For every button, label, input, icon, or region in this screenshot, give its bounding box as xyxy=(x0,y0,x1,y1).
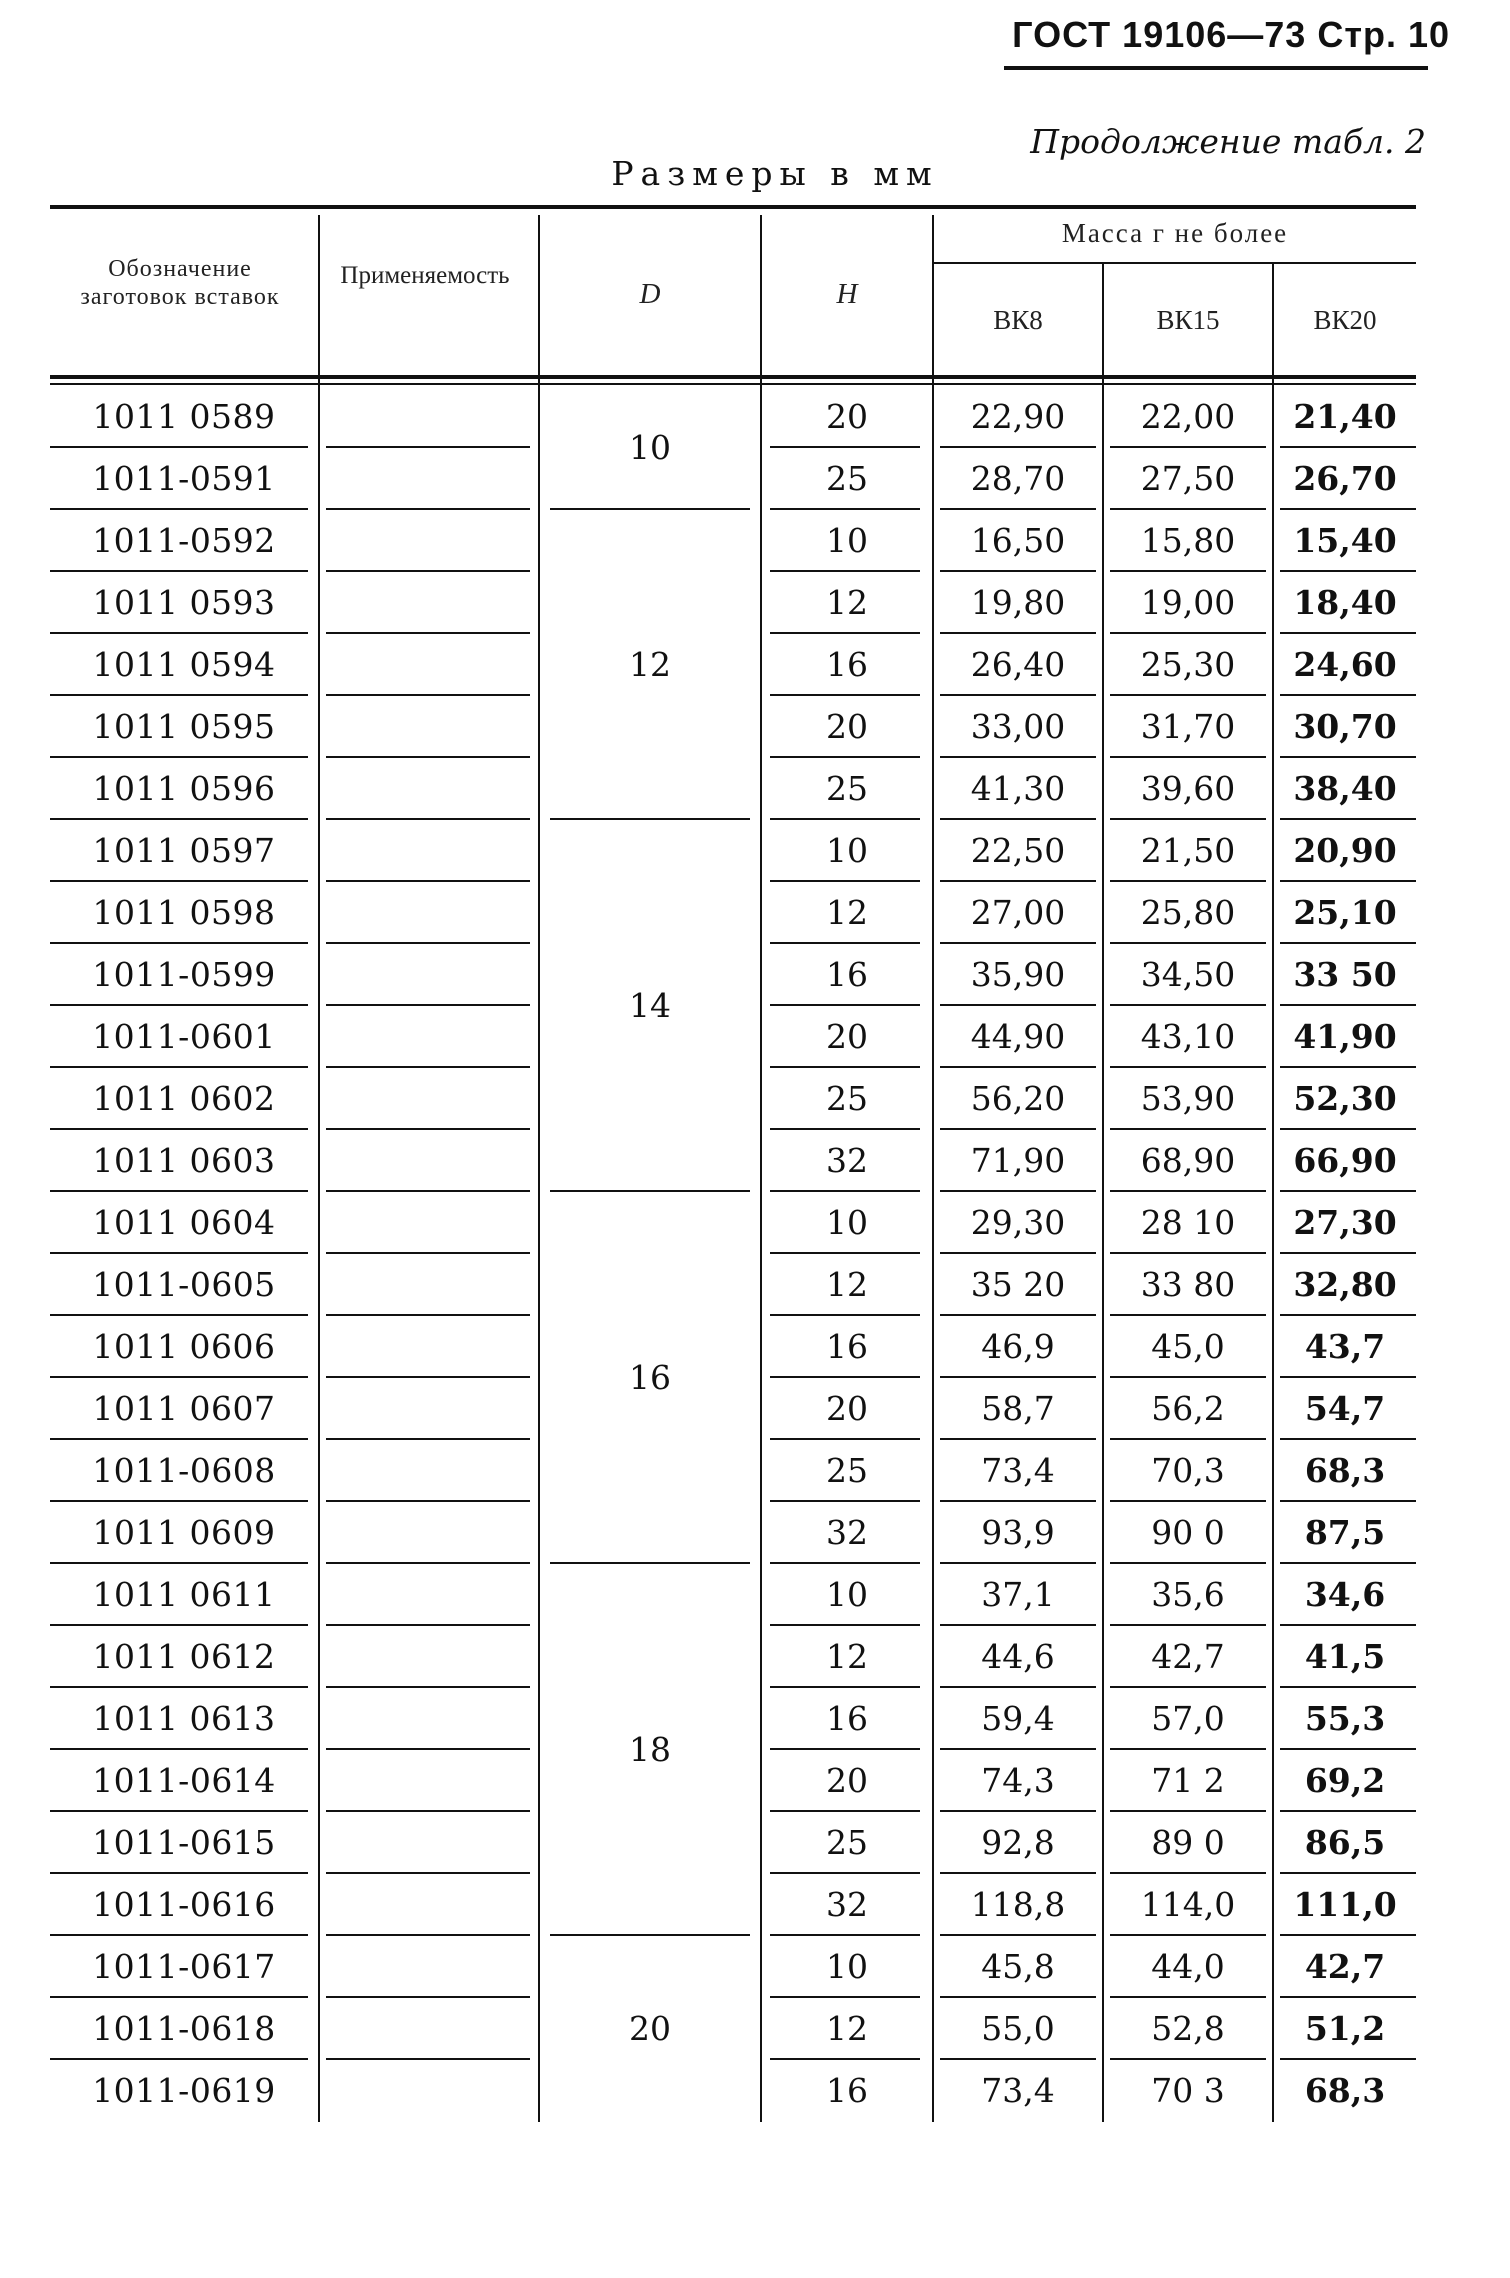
designation-cell: 1011-0591 xyxy=(92,459,276,498)
header-bottom-rule xyxy=(50,375,1416,379)
h-cell: 20 xyxy=(826,1017,868,1056)
designation-cell: 1011 0612 xyxy=(92,1637,276,1676)
h-cell: 10 xyxy=(826,1947,868,1986)
row-rule xyxy=(326,1376,530,1378)
designation-cell: 1011-0615 xyxy=(92,1823,276,1862)
mass-vk15-cell: 53,90 xyxy=(1140,1079,1236,1118)
mass-vk8-cell: 19,80 xyxy=(970,583,1066,622)
mass-vk15-cell: 90 0 xyxy=(1151,1513,1225,1552)
h-cell: 32 xyxy=(826,1141,868,1180)
d-group-cell: 18 xyxy=(629,1730,671,1769)
mass-vk15-cell: 33 80 xyxy=(1140,1265,1236,1304)
row-rule xyxy=(326,942,530,944)
designation-cell: 1011 0609 xyxy=(92,1513,276,1552)
h-cell: 12 xyxy=(826,1637,868,1676)
mass-vk20-cell: 24,60 xyxy=(1293,645,1397,684)
mass-vk20-cell: 111,0 xyxy=(1293,1885,1397,1924)
mass-vk20-cell: 87,5 xyxy=(1304,1513,1386,1552)
row-rule xyxy=(326,1500,530,1502)
mass-vk20-cell: 15,40 xyxy=(1293,521,1397,560)
mass-vk15-cell: 28 10 xyxy=(1140,1203,1236,1242)
mass-vk15-cell: 71 2 xyxy=(1151,1761,1225,1800)
mass-vk15-cell: 68,90 xyxy=(1140,1141,1236,1180)
designation-cell: 1011 0613 xyxy=(92,1699,276,1738)
row-rule xyxy=(326,1686,530,1688)
mass-vk8-cell: 41,30 xyxy=(970,769,1066,808)
mass-vk8-cell: 44,90 xyxy=(970,1017,1066,1056)
mass-vk8-cell: 73,4 xyxy=(981,1451,1055,1490)
designation-cell: 1011 0611 xyxy=(92,1575,276,1614)
mass-vk8-cell: 45,8 xyxy=(981,1947,1055,1986)
designation-cell: 1011 0589 xyxy=(92,397,276,436)
mass-vk20-cell: 66,90 xyxy=(1293,1141,1397,1180)
page-header: ГОСТ 19106—73 Стр. 10 xyxy=(1012,14,1450,55)
h-cell: 25 xyxy=(826,459,868,498)
h-cell: 20 xyxy=(826,1761,868,1800)
col-header-vk20: ВК20 xyxy=(1313,305,1377,335)
mass-vk8-cell: 16,50 xyxy=(970,521,1066,560)
table-continuation-note: Продолжение табл. 2 xyxy=(1030,122,1426,161)
mass-vk20-cell: 69,2 xyxy=(1304,1761,1386,1800)
row-rule xyxy=(326,2058,530,2060)
d-group-cell: 10 xyxy=(629,428,671,467)
units-caption: Размеры в мм xyxy=(611,154,939,193)
col-header-designation: Обозначение заготовок вставок xyxy=(80,256,280,310)
h-cell: 16 xyxy=(826,645,868,684)
mass-vk15-cell: 39,60 xyxy=(1140,769,1236,808)
h-cell: 25 xyxy=(826,769,868,808)
mass-vk15-cell: 42,7 xyxy=(1151,1637,1225,1676)
col-header-vk8: ВК8 xyxy=(993,305,1043,335)
column-divider xyxy=(318,215,320,2122)
h-cell: 12 xyxy=(826,2009,868,2048)
mass-vk8-cell: 28,70 xyxy=(970,459,1066,498)
mass-vk8-cell: 35,90 xyxy=(970,955,1066,994)
mass-vk8-cell: 58,7 xyxy=(981,1389,1055,1428)
designation-cell: 1011-0608 xyxy=(92,1451,276,1490)
mass-vk8-cell: 118,8 xyxy=(970,1885,1066,1924)
col-header-vk15: ВК15 xyxy=(1156,305,1220,335)
mass-vk20-cell: 41,90 xyxy=(1293,1017,1397,1056)
row-rule xyxy=(326,694,530,696)
h-cell: 25 xyxy=(826,1823,868,1862)
mass-vk8-cell: 92,8 xyxy=(981,1823,1055,1862)
designation-cell: 1011-0599 xyxy=(92,955,276,994)
mass-vk20-cell: 30,70 xyxy=(1293,707,1397,746)
h-cell: 25 xyxy=(826,1451,868,1490)
row-rule xyxy=(326,1624,530,1626)
row-rule xyxy=(326,632,530,634)
row-rule xyxy=(326,570,530,572)
h-cell: 10 xyxy=(826,1203,868,1242)
designation-cell: 1011-0601 xyxy=(92,1017,276,1056)
mass-vk20-cell: 34,6 xyxy=(1304,1575,1386,1614)
h-cell: 10 xyxy=(826,1575,868,1614)
mass-vk15-cell: 43,10 xyxy=(1140,1017,1236,1056)
mass-vk8-cell: 37,1 xyxy=(981,1575,1055,1614)
mass-vk8-cell: 22,50 xyxy=(970,831,1066,870)
mass-vk20-cell: 68,3 xyxy=(1304,2071,1386,2110)
row-rule xyxy=(326,1004,530,1006)
mass-vk20-cell: 41,5 xyxy=(1304,1637,1386,1676)
mass-vk8-cell: 29,30 xyxy=(970,1203,1066,1242)
row-rule xyxy=(326,1934,530,1936)
designation-cell: 1011-0614 xyxy=(92,1761,276,1800)
row-rule xyxy=(326,1314,530,1316)
mass-vk8-cell: 26,40 xyxy=(970,645,1066,684)
header-bottom-rule-2 xyxy=(50,383,1416,385)
mass-vk15-cell: 114,0 xyxy=(1140,1885,1236,1924)
designation-cell: 1011 0602 xyxy=(92,1079,276,1118)
designation-cell: 1011-0618 xyxy=(92,2009,276,2048)
table-top-rule xyxy=(50,205,1416,209)
designation-cell: 1011 0607 xyxy=(92,1389,276,1428)
mass-vk20-cell: 20,90 xyxy=(1293,831,1397,870)
designation-cell: 1011 0595 xyxy=(92,707,276,746)
h-cell: 32 xyxy=(826,1885,868,1924)
designation-cell: 1011 0597 xyxy=(92,831,276,870)
row-rule xyxy=(326,1996,530,1998)
mass-vk15-cell: 52,8 xyxy=(1151,2009,1225,2048)
h-cell: 25 xyxy=(826,1079,868,1118)
mass-vk20-cell: 86,5 xyxy=(1304,1823,1386,1862)
mass-vk15-cell: 70 3 xyxy=(1151,2071,1225,2110)
mass-vk20-cell: 18,40 xyxy=(1293,583,1397,622)
h-cell: 16 xyxy=(826,1327,868,1366)
row-rule xyxy=(326,818,530,820)
row-rule xyxy=(326,446,530,448)
mass-vk20-cell: 38,40 xyxy=(1293,769,1397,808)
row-rule xyxy=(326,1748,530,1750)
mass-vk8-cell: 22,90 xyxy=(970,397,1066,436)
mass-vk8-cell: 74,3 xyxy=(981,1761,1055,1800)
row-rule xyxy=(326,1190,530,1192)
mass-vk20-cell: 54,7 xyxy=(1304,1389,1386,1428)
mass-vk15-cell: 15,80 xyxy=(1140,521,1236,560)
mass-vk20-cell: 27,30 xyxy=(1293,1203,1397,1242)
col-header-mass-group: Масса г не более xyxy=(1061,218,1289,248)
designation-cell: 1011-0619 xyxy=(92,2071,276,2110)
mass-vk20-cell: 25,10 xyxy=(1293,893,1397,932)
mass-vk8-cell: 73,4 xyxy=(981,2071,1055,2110)
mass-vk15-cell: 21,50 xyxy=(1140,831,1236,870)
designation-cell: 1011-0592 xyxy=(92,521,276,560)
row-rule xyxy=(326,756,530,758)
mass-vk20-cell: 21,40 xyxy=(1293,397,1397,436)
designation-cell: 1011 0594 xyxy=(92,645,276,684)
mass-vk15-cell: 25,80 xyxy=(1140,893,1236,932)
designation-cell: 1011 0606 xyxy=(92,1327,276,1366)
mass-vk15-cell: 44,0 xyxy=(1151,1947,1225,1986)
mass-vk8-cell: 35 20 xyxy=(970,1265,1066,1304)
mass-vk20-cell: 51,2 xyxy=(1304,2009,1386,2048)
mass-vk20-cell: 26,70 xyxy=(1293,459,1397,498)
designation-cell: 1011-0617 xyxy=(92,1947,276,1986)
row-rule xyxy=(326,1562,530,1564)
designation-cell: 1011 0604 xyxy=(92,1203,276,1242)
mass-vk20-cell: 32,80 xyxy=(1293,1265,1397,1304)
row-rule xyxy=(326,1252,530,1254)
mass-vk15-cell: 27,50 xyxy=(1140,459,1236,498)
h-cell: 10 xyxy=(826,831,868,870)
mass-vk8-cell: 46,9 xyxy=(981,1327,1055,1366)
row-rule xyxy=(326,880,530,882)
mass-vk15-cell: 31,70 xyxy=(1140,707,1236,746)
mass-vk8-cell: 59,4 xyxy=(981,1699,1055,1738)
row-rule xyxy=(326,508,530,510)
mass-vk8-cell: 27,00 xyxy=(970,893,1066,932)
designation-cell: 1011 0596 xyxy=(92,769,276,808)
mass-vk15-cell: 70,3 xyxy=(1151,1451,1225,1490)
mass-vk15-cell: 56,2 xyxy=(1151,1389,1225,1428)
h-cell: 16 xyxy=(826,955,868,994)
h-cell: 20 xyxy=(826,397,868,436)
mass-subheader-rule xyxy=(934,262,1416,264)
mass-vk8-cell: 55,0 xyxy=(981,2009,1055,2048)
mass-vk20-cell: 43,7 xyxy=(1304,1327,1386,1366)
mass-vk8-cell: 71,90 xyxy=(970,1141,1066,1180)
h-cell: 16 xyxy=(826,2071,868,2110)
row-rule xyxy=(326,1128,530,1130)
mass-vk15-cell: 57,0 xyxy=(1151,1699,1225,1738)
mass-vk8-cell: 93,9 xyxy=(981,1513,1055,1552)
h-cell: 20 xyxy=(826,707,868,746)
designation-cell: 1011-0616 xyxy=(92,1885,276,1924)
mass-vk20-cell: 42,7 xyxy=(1304,1947,1386,1986)
d-group-cell: 16 xyxy=(629,1358,671,1397)
mass-vk20-cell: 68,3 xyxy=(1304,1451,1386,1490)
mass-vk8-cell: 33,00 xyxy=(970,707,1066,746)
row-rule xyxy=(326,1438,530,1440)
mass-vk15-cell: 25,30 xyxy=(1140,645,1236,684)
col-header-d: D xyxy=(639,278,661,310)
col-header-h: H xyxy=(836,278,858,310)
d-group-cell: 14 xyxy=(629,986,671,1025)
designation-cell: 1011 0598 xyxy=(92,893,276,932)
h-cell: 12 xyxy=(826,1265,868,1304)
mass-vk15-cell: 22,00 xyxy=(1140,397,1236,436)
d-group-cell: 12 xyxy=(629,645,671,684)
mass-vk20-cell: 55,3 xyxy=(1304,1699,1386,1738)
mass-vk20-cell: 33 50 xyxy=(1293,955,1397,994)
mass-vk8-cell: 56,20 xyxy=(970,1079,1066,1118)
mass-vk8-cell: 44,6 xyxy=(981,1637,1055,1676)
designation-cell: 1011 0603 xyxy=(92,1141,276,1180)
h-cell: 12 xyxy=(826,583,868,622)
designation-cell: 1011 0593 xyxy=(92,583,276,622)
row-rule xyxy=(326,1810,530,1812)
header-rule xyxy=(1004,66,1428,70)
mass-vk15-cell: 89 0 xyxy=(1151,1823,1225,1862)
h-cell: 20 xyxy=(826,1389,868,1428)
designation-cell: 1011-0605 xyxy=(92,1265,276,1304)
mass-vk20-cell: 52,30 xyxy=(1293,1079,1397,1118)
mass-vk15-cell: 45,0 xyxy=(1151,1327,1225,1366)
row-rule xyxy=(326,1872,530,1874)
h-cell: 10 xyxy=(826,521,868,560)
d-group-cell: 20 xyxy=(629,2009,671,2048)
row-rule xyxy=(326,1066,530,1068)
mass-vk15-cell: 35,6 xyxy=(1151,1575,1225,1614)
h-cell: 16 xyxy=(826,1699,868,1738)
mass-vk15-cell: 34,50 xyxy=(1140,955,1236,994)
mass-vk15-cell: 19,00 xyxy=(1140,583,1236,622)
h-cell: 32 xyxy=(826,1513,868,1552)
h-cell: 12 xyxy=(826,893,868,932)
col-header-applicability: Применяемость xyxy=(340,262,510,289)
